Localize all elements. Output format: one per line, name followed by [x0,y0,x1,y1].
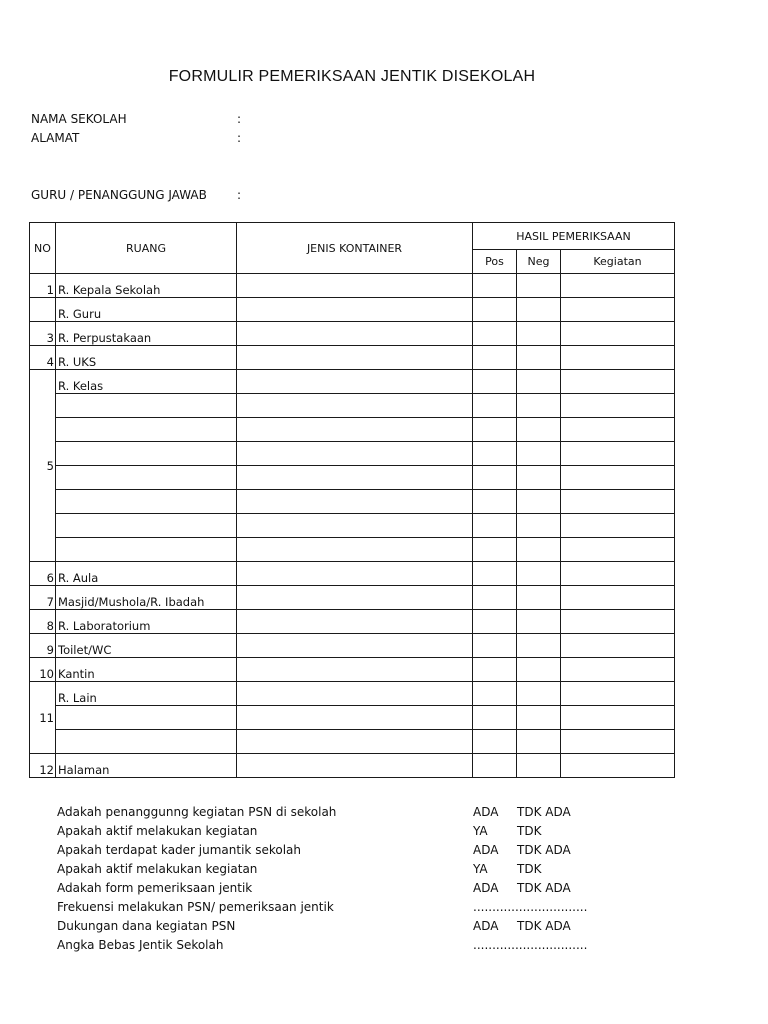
table-row [30,298,675,322]
cell-kegiatan[interactable] [561,514,675,538]
cell-jenis-kontainer[interactable] [237,442,473,466]
cell-kegiatan[interactable] [561,394,675,418]
cell-neg[interactable] [517,754,561,778]
cell-kegiatan[interactable] [561,562,675,586]
cell-jenis-kontainer[interactable] [237,658,473,682]
cell-neg[interactable] [517,298,561,322]
table-row [30,514,675,538]
row-number: 10 [30,658,56,682]
cell-pos[interactable] [473,562,517,586]
cell-pos[interactable] [473,322,517,346]
room-name[interactable] [56,490,237,514]
cell-neg[interactable] [517,490,561,514]
cell-neg[interactable] [517,538,561,562]
answer-option-a[interactable]: YA [473,862,488,876]
cell-pos[interactable] [473,610,517,634]
cell-jenis-kontainer[interactable] [237,298,473,322]
cell-jenis-kontainer[interactable] [237,322,473,346]
cell-jenis-kontainer[interactable] [237,394,473,418]
table-row [30,658,675,682]
table-row [30,394,675,418]
table-row [30,562,675,586]
room-name[interactable] [56,394,237,418]
question-text: Frekuensi melakukan PSN/ pemeriksaan jentik [57,900,334,914]
answer-option-b[interactable]: TDK ADA [517,881,571,895]
room-name: R. Laboratorium [56,610,237,634]
room-name[interactable] [56,514,237,538]
cell-pos[interactable] [473,346,517,370]
cell-pos[interactable] [473,490,517,514]
table-row [30,706,675,730]
room-name: Halaman [56,754,237,778]
table-row [30,490,675,514]
table-row [30,634,675,658]
field-nama-sekolah [31,111,247,127]
cell-pos[interactable] [473,754,517,778]
cell-jenis-kontainer[interactable] [237,754,473,778]
cell-kegiatan[interactable] [561,634,675,658]
form-title: FORMULIR PEMERIKSAAN JENTIK DISEKOLAH [168,68,536,85]
room-name[interactable] [56,466,237,490]
row-number: 9 [30,634,56,658]
cell-pos[interactable] [473,706,517,730]
cell-kegiatan[interactable] [561,442,675,466]
header-hasil-pemeriksaan: HASIL PEMERIKSAAN [473,223,675,250]
table-row [30,370,675,394]
room-name[interactable] [56,538,237,562]
table-row [30,322,675,346]
inspection-table [29,222,675,778]
row-number [30,298,56,322]
cell-jenis-kontainer[interactable] [237,274,473,298]
cell-neg[interactable] [517,658,561,682]
answer-option-a[interactable]: ADA [473,843,499,857]
cell-pos[interactable] [473,370,517,394]
cell-neg[interactable] [517,466,561,490]
cell-neg[interactable] [517,562,561,586]
cell-kegiatan[interactable] [561,706,675,730]
room-name: R. Perpustakaan [56,322,237,346]
question-text: Apakah aktif melakukan kegiatan [57,824,258,838]
cell-pos[interactable] [473,394,517,418]
cell-jenis-kontainer[interactable] [237,418,473,442]
cell-pos[interactable] [473,298,517,322]
row-number: 7 [30,586,56,610]
cell-pos[interactable] [473,634,517,658]
cell-neg[interactable] [517,730,561,754]
header-jenis-kontainer: JENIS KONTAINER [237,223,473,274]
answer-option-a[interactable]: YA [473,824,488,838]
room-name: R. Aula [56,562,237,586]
room-name: Masjid/Mushola/R. Ibadah [56,586,237,610]
cell-kegiatan[interactable] [561,298,675,322]
header-ruang: RUANG [56,223,237,274]
cell-kegiatan[interactable] [561,274,675,298]
header-no: NO [30,223,56,274]
cell-jenis-kontainer[interactable] [237,346,473,370]
cell-jenis-kontainer[interactable] [237,730,473,754]
question-text: Adakah form pemeriksaan jentik [57,881,253,895]
cell-pos[interactable] [473,730,517,754]
cell-pos[interactable] [473,514,517,538]
cell-kegiatan[interactable] [561,466,675,490]
cell-jenis-kontainer[interactable] [237,682,473,706]
cell-pos[interactable] [473,466,517,490]
cell-kegiatan[interactable] [561,682,675,706]
field-colon: : [237,188,242,202]
cell-jenis-kontainer[interactable] [237,562,473,586]
row-number: 4 [30,346,56,370]
cell-kegiatan[interactable] [561,346,675,370]
field-colon: : [237,131,242,145]
header-pos: Pos [473,250,517,274]
table-row [30,730,675,754]
room-name: Kantin [56,658,237,682]
field-guru-penanggung-jawab [31,187,247,203]
table-row [30,274,675,298]
question-row [57,860,657,879]
answer-option-a[interactable]: ADA [473,805,499,819]
answer-blank[interactable]: .............................. [473,938,588,952]
row-number: 6 [30,562,56,586]
question-text: Apakah aktif melakukan kegiatan [57,862,258,876]
answer-option-b[interactable]: TDK ADA [517,805,571,819]
cell-kegiatan[interactable] [561,322,675,346]
cell-jenis-kontainer[interactable] [237,490,473,514]
row-number: 12 [30,754,56,778]
table-row [30,346,675,370]
question-row [57,822,657,841]
cell-neg[interactable] [517,322,561,346]
table-row [30,442,675,466]
field-alamat [31,130,247,146]
cell-kegiatan[interactable] [561,418,675,442]
question-text: Angka Bebas Jentik Sekolah [57,938,224,952]
cell-neg[interactable] [517,682,561,706]
cell-kegiatan[interactable] [561,658,675,682]
room-name: R. Kepala Sekolah [56,274,237,298]
cell-neg[interactable] [517,586,561,610]
cell-jenis-kontainer[interactable] [237,706,473,730]
field-colon: : [237,112,242,126]
question-row [57,898,657,917]
cell-kegiatan[interactable] [561,370,675,394]
table-row [30,682,675,706]
cell-jenis-kontainer[interactable] [237,538,473,562]
answer-option-a[interactable]: ADA [473,881,499,895]
field-label: ALAMAT [31,131,80,145]
room-name[interactable] [56,730,237,754]
room-name: R. Kelas [56,370,237,394]
cell-kegiatan[interactable] [561,730,675,754]
question-row [57,841,657,860]
question-text: Dukungan dana kegiatan PSN [57,919,236,933]
header-kegiatan: Kegiatan [561,250,675,274]
cell-neg[interactable] [517,418,561,442]
cell-jenis-kontainer[interactable] [237,634,473,658]
cell-pos[interactable] [473,418,517,442]
table-row [30,586,675,610]
row-number: 8 [30,610,56,634]
table-row [30,610,675,634]
cell-kegiatan[interactable] [561,538,675,562]
cell-pos[interactable] [473,586,517,610]
cell-pos[interactable] [473,682,517,706]
room-name[interactable] [56,706,237,730]
room-name: R. Guru [56,298,237,322]
cell-kegiatan[interactable] [561,610,675,634]
question-row [57,917,657,936]
answer-option-b[interactable]: TDK ADA [517,843,571,857]
cell-kegiatan[interactable] [561,586,675,610]
table-row [30,754,675,778]
room-name: R. Lain [56,682,237,706]
cell-neg[interactable] [517,610,561,634]
room-name: R. UKS [56,346,237,370]
table-row [30,538,675,562]
row-number: 3 [30,322,56,346]
cell-neg[interactable] [517,706,561,730]
answer-option-a[interactable]: ADA [473,919,499,933]
cell-pos[interactable] [473,658,517,682]
question-row [57,803,657,822]
cell-pos[interactable] [473,274,517,298]
row-number: 11 [30,682,56,754]
cell-pos[interactable] [473,442,517,466]
cell-neg[interactable] [517,634,561,658]
answer-blank[interactable]: .............................. [473,900,588,914]
question-row [57,879,657,898]
cell-jenis-kontainer[interactable] [237,370,473,394]
cell-jenis-kontainer[interactable] [237,586,473,610]
field-label: NAMA SEKOLAH [31,112,127,126]
cell-jenis-kontainer[interactable] [237,514,473,538]
cell-kegiatan[interactable] [561,754,675,778]
cell-neg[interactable] [517,370,561,394]
question-row [57,936,657,955]
header-neg: Neg [517,250,561,274]
cell-jenis-kontainer[interactable] [237,466,473,490]
field-label: GURU / PENANGGUNG JAWAB [31,188,207,202]
table-row [30,418,675,442]
question-text: Adakah penanggunng kegiatan PSN di sekolah [57,805,337,819]
answer-option-b[interactable]: TDK [517,824,542,838]
room-name: Toilet/WC [56,634,237,658]
room-name[interactable] [56,418,237,442]
cell-neg[interactable] [517,346,561,370]
table-row [30,466,675,490]
cell-neg[interactable] [517,514,561,538]
questionnaire [57,803,657,955]
answer-option-b[interactable]: TDK ADA [517,919,571,933]
cell-jenis-kontainer[interactable] [237,610,473,634]
row-number: 5 [30,370,56,562]
cell-neg[interactable] [517,442,561,466]
cell-neg[interactable] [517,394,561,418]
room-name[interactable] [56,442,237,466]
question-text: Apakah terdapat kader jumantik sekolah [57,843,301,857]
cell-kegiatan[interactable] [561,490,675,514]
cell-pos[interactable] [473,538,517,562]
cell-neg[interactable] [517,274,561,298]
row-number: 1 [30,274,56,298]
answer-option-b[interactable]: TDK [517,862,542,876]
